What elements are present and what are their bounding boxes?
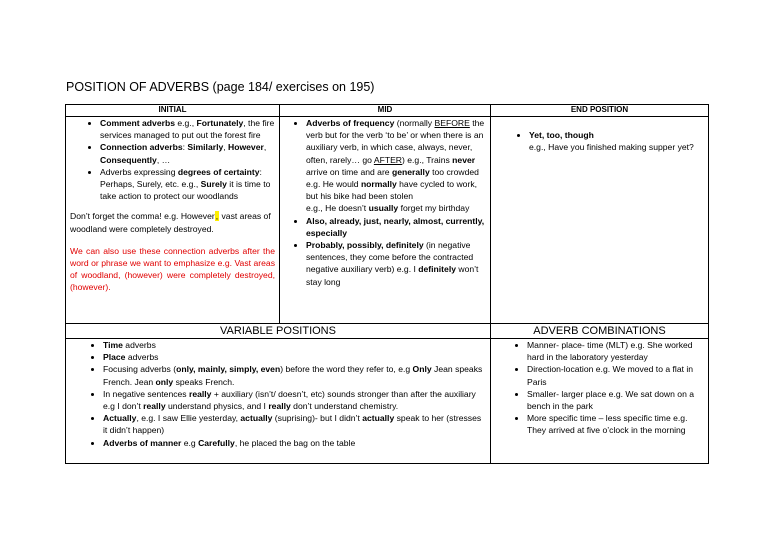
list-item: • Adverbs expressing degrees of certainty: Perhaps, Surely, etc. e.g., Surely it is time to take action to protect our woodlands [100,166,279,203]
list-item: • Manner- place- time (MLT) e.g. She worked hard in the laboratory yesterday [527,339,702,363]
mid-list [280,117,490,288]
list-item: • Comment adverbs e.g., Fortunately, the fire services managed to put out the forest fire [100,117,279,141]
section-heading-row [66,324,709,339]
end-list [491,129,708,153]
initial-cell [66,117,280,324]
header-initial: INITIAL [66,105,280,117]
variable-cell [66,339,491,464]
page-title: POSITION OF ADVERBS (page 184/ exercises on 195) [66,80,375,94]
list-item: • Time adverbs [103,339,486,351]
list-item: • Focusing adverbs (only, mainly, simply, even) before the word they refer to, e.g Only Jean speaks French. Jean only speaks French. [103,363,486,387]
list-item: • Connection adverbs: Similarly, However, Consequently, … [100,141,279,165]
header-end: END POSITION [491,105,709,117]
mid-cell [280,117,491,324]
list-item: • Probably, possibly, definitely (in negative sentences, they come before the contracted negative auxiliary verb) e.g. I definitely won’t stay long [306,239,486,288]
highlighted-comma: , [215,211,219,222]
end-cell [491,117,709,324]
list-item: • Direction-location e.g. We moved to a flat in Paris [527,363,702,387]
header-row [66,105,709,117]
list-item: • Actually, e.g. I saw Ellie yesterday, actually (suprising)- but I didn’t actually speak to her (stresses it didn’t happen) [103,412,486,436]
list-item: • Adverbs of frequency (normally BEFORE the verb but for the verb ‘to be’ or when there is an auxiliary verb, in which case, always, never, often, rarely… go AFTER) e.g., Trains never arrive on time and are generally too crowded e.g. He would normally have cycled to work, but his bike had been stolen e.g., He doesn’t usually forget my birthday [306,117,486,215]
combinations-cell [491,339,709,464]
adverb-combinations-heading: ADVERB COMBINATIONS [491,324,709,339]
header-mid: MID [280,105,491,117]
variable-positions-heading: VARIABLE POSITIONS [66,324,491,339]
emphasis-note: We can also use these connection adverbs after the word or phrase we want to emphasize e.g. Vast areas of woodland, (however) were completely destroyed, (however). [70,245,275,293]
list-item: • Place adverbs [103,351,486,363]
initial-list [66,117,279,202]
list-item: • Smaller- larger place e.g. We sat down on a bench in the park [527,388,702,412]
positions-row [66,117,709,324]
list-item: • Also, already, just, nearly, almost, currently, especially [306,215,486,239]
combinations-list [491,339,708,437]
list-item: • More specific time – less specific time e.g. They arrived at five o’clock in the morning [527,412,702,436]
list-item: • Adverbs of manner e.g Carefully, he placed the bag on the table [103,437,486,449]
list-item: • Yet, too, though e.g., Have you finished making supper yet? [529,129,704,153]
adverbs-table [65,104,709,464]
details-row [66,339,709,464]
comma-note: Don’t forget the comma! e.g. However, vast areas of woodland were completely destroyed. [70,211,271,234]
variable-list [66,339,490,449]
list-item: • In negative sentences really + auxiliary (isn’t/ doesn’t, etc) sounds stronger than after the auxiliary e.g I don’t really understand physics, and I really don’t understand chemistry. [103,388,486,412]
